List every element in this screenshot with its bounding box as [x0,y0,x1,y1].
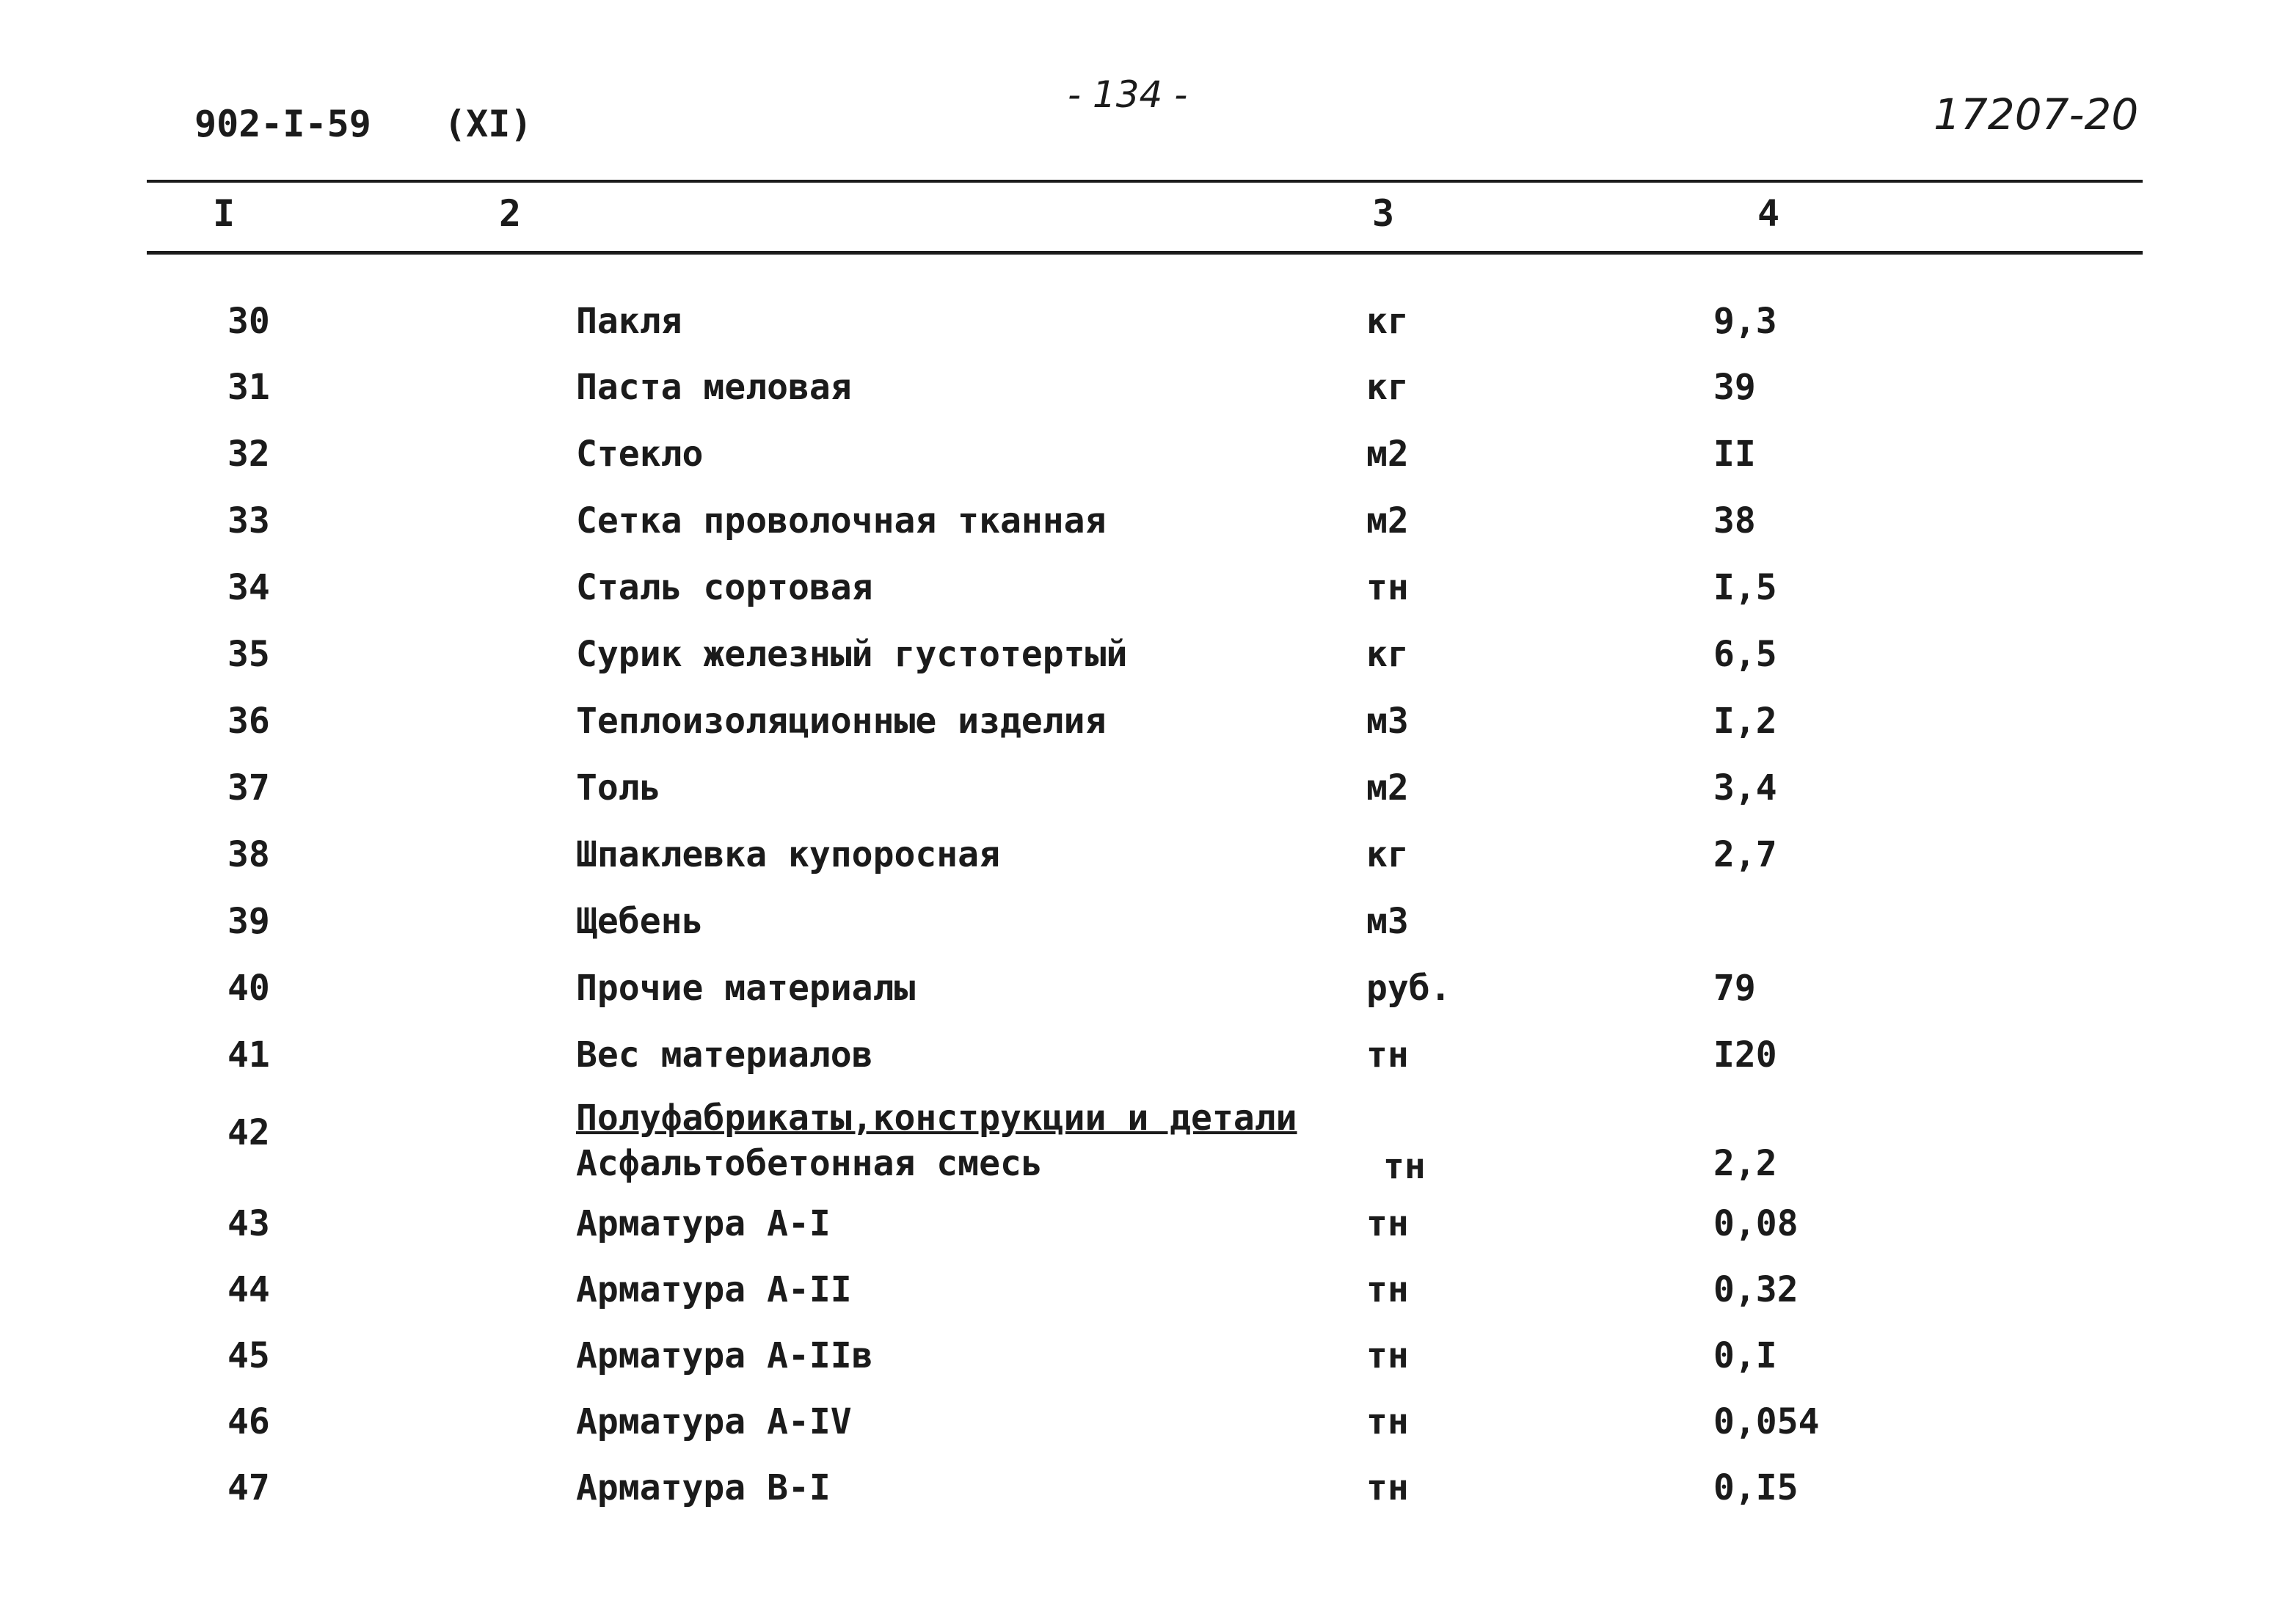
unit: м2 [1366,434,1409,475]
table-row [0,1401,2296,1445]
quantity: 0,32 [1713,1269,1798,1310]
table-row [0,367,2296,411]
material-name: Прочие материалы [576,968,916,1009]
row-number: 45 [227,1335,270,1376]
row-number: 38 [227,834,270,875]
table-row [0,1467,2296,1511]
material-name: Арматура А-IIв [576,1335,873,1376]
unit: м3 [1366,701,1409,742]
row-number: 41 [227,1034,270,1076]
unit: кг [1366,301,1409,342]
material-name: Стекло [576,434,704,475]
material-name: Сурик железный густотертый [576,634,1128,675]
row-number: 31 [227,367,270,408]
unit: тн [1366,1335,1409,1376]
quantity: II [1713,434,1756,475]
column-header-2: 2 [499,192,522,235]
row-number: 44 [227,1269,270,1310]
unit: тн [1366,1467,1409,1508]
quantity: I,2 [1713,701,1777,742]
table-row [0,567,2296,611]
row-number: 39 [227,901,270,942]
quantity: 38 [1713,500,1756,541]
unit: тн [1383,1146,1426,1187]
quantity: 2,2 [1713,1143,1777,1184]
column-header-4: 4 [1757,192,1780,235]
material-name: Паста меловая [576,367,852,408]
table-row [0,834,2296,878]
unit: руб. [1366,968,1451,1009]
quantity: 0,08 [1713,1203,1798,1244]
quantity: 6,5 [1713,634,1777,675]
row-number: 34 [227,567,270,608]
page-number: - 134 - [1068,73,1188,116]
material-name: Теплоизоляционные изделия [576,701,1107,742]
table-row [0,434,2296,478]
row-number: 37 [227,767,270,808]
row-number: 46 [227,1401,270,1442]
unit: кг [1366,634,1409,675]
unit: тн [1366,1269,1409,1310]
table-row [0,500,2296,544]
material-name: Арматура А-II [576,1269,852,1310]
table-row [0,1335,2296,1379]
column-header-1: I [213,192,236,235]
row-number: 32 [227,434,270,475]
material-name: Арматура А-I [576,1203,831,1244]
table-row [0,901,2296,945]
column-header-3: 3 [1372,192,1395,235]
row-number: 47 [227,1467,270,1508]
table-row [0,968,2296,1012]
unit: м2 [1366,767,1409,808]
row-number: 42 [227,1112,270,1153]
table-row [0,1034,2296,1078]
quantity: 79 [1713,968,1756,1009]
document-part: (XI) [444,103,533,145]
unit: тн [1366,567,1409,608]
material-name: Щебень [576,901,704,942]
unit: м2 [1366,500,1409,541]
quantity: 0,I5 [1713,1467,1798,1508]
material-name: Арматура А-IV [576,1401,852,1442]
section-row [0,1098,2296,1193]
table-row [0,1269,2296,1313]
table-row [0,767,2296,811]
document-code: 902-I-59 [194,103,371,145]
unit: тн [1366,1034,1409,1076]
table-row [0,701,2296,745]
row-number: 43 [227,1203,270,1244]
quantity: I20 [1713,1034,1777,1076]
quantity: 0,I [1713,1335,1777,1376]
quantity: 2,7 [1713,834,1777,875]
table-top-rule [147,180,2143,183]
table-row [0,634,2296,678]
material-name: Толь [576,767,661,808]
quantity: 0,054 [1713,1401,1820,1442]
quantity: 3,4 [1713,767,1777,808]
row-number: 36 [227,701,270,742]
inventory-number: 17207-20 [1934,90,2139,139]
material-name: Сталь сортовая [576,567,873,608]
quantity: 9,3 [1713,301,1777,342]
unit: тн [1366,1401,1409,1442]
material-name: Сетка проволочная тканная [576,500,1107,541]
row-number: 30 [227,301,270,342]
section-heading: Полуфабрикаты,конструкции и детали [576,1098,1297,1139]
unit: кг [1366,834,1409,875]
quantity: 39 [1713,367,1756,408]
unit: кг [1366,367,1409,408]
table-row [0,1203,2296,1247]
material-name: Асфальтобетонная смесь [576,1143,1043,1184]
material-name: Вес материалов [576,1034,873,1076]
quantity: I,5 [1713,567,1777,608]
unit: м3 [1366,901,1409,942]
table-header-rule [147,251,2143,255]
material-name: Шпаклевка купоросная [576,834,1000,875]
row-number: 33 [227,500,270,541]
material-name: Пакля [576,301,682,342]
unit: тн [1366,1203,1409,1244]
row-number: 35 [227,634,270,675]
table-row [0,301,2296,345]
row-number: 40 [227,968,270,1009]
material-name: Арматура В-I [576,1467,831,1508]
